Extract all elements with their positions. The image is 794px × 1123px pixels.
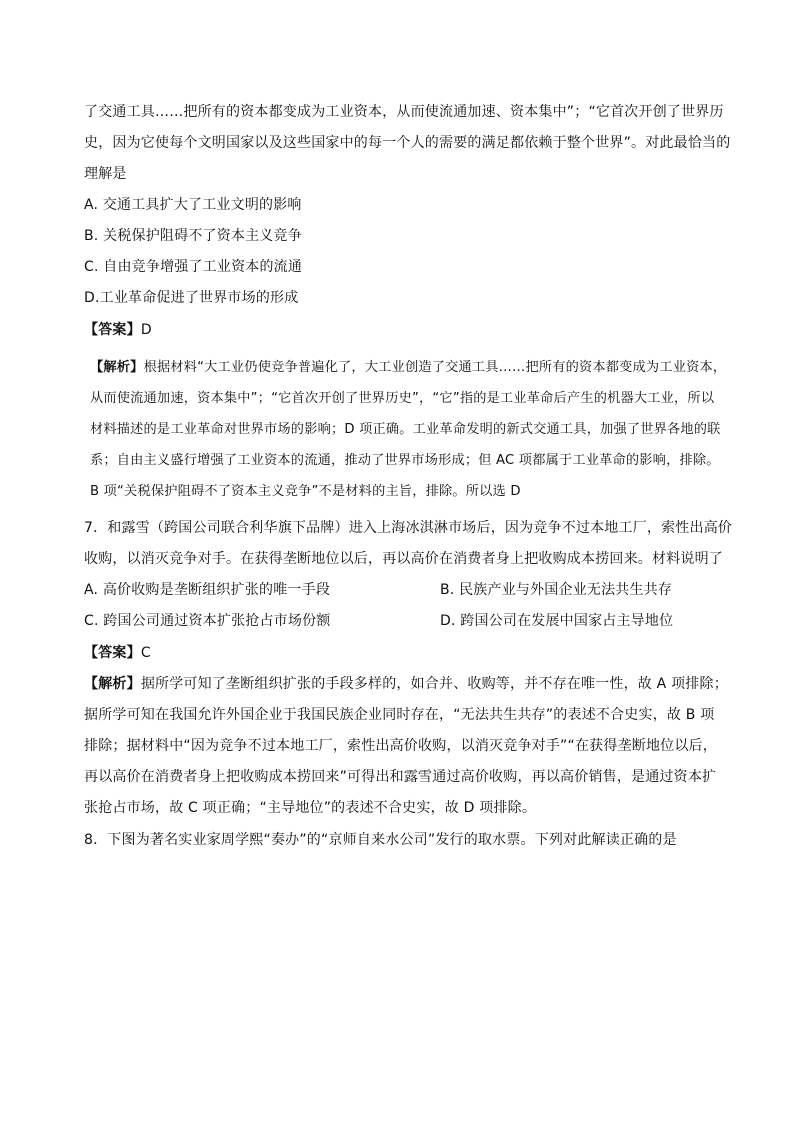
q8-stem-line: 8．下图为著名实业家周学熙“奏办”的“京师自来水公司”发行的取水票。下列对此解读正确的是 [84, 832, 677, 848]
q6-answer [84, 320, 152, 340]
q6-analysis-line: 材料描述的是工业革命对世界市场的影响；D 项正确。工业革命发明的新式交通工具，加强了世界各地的联 [90, 422, 721, 437]
q7-stem-line: 收购，以消灭竞争对手。在获得垄断地位以后，再以高价在消费者身上把收购成本捞回来。材料说明了 [84, 551, 723, 567]
q7-analysis-line: 据所学可知在我国允许外国企业于我国民族企业同时存在，“无法共生共存”的表述不合史实，故 B 项 [84, 707, 715, 723]
q6-option-b: B. 关税保护阻碍不了资本主义竞争 [84, 228, 302, 244]
q6-analysis-line: 【解析】根据材料“大工业仍使竞争普遍化了，大工业创造了交通工具……把所有的资本都变成为工业资本， [90, 360, 727, 375]
q7-option-a: A. 高价收购是垄断组织扩张的唯一手段 [84, 582, 331, 598]
q6-analysis-line: 从而使流通加速，资本集中”；“它首次开创了世界历史”，“它”指的是工业革命后产生的机器大工业，所以 [90, 391, 715, 406]
q7-answer [84, 643, 151, 663]
q6-analysis-line: 系；自由主义盛行增强了工业资本的流通，推动了世界市场形成；但 AC 项都属于工业革命的影响，排除。 [90, 453, 720, 468]
analysis-tag: 【解析】 [90, 360, 144, 375]
q7-analysis-line: 【解析】据所学可知了垄断组织扩张的手段多样的，如合并、收购等，并不存在唯一性，故 A 项排除； [84, 676, 728, 692]
q6-stem-line: 理解是 [84, 166, 127, 182]
q7-analysis-line: 排除；据材料中“因为竞争不过本地工厂，索性出高价收购，以消灭竞争对手”“在获得垄断地位以后， [84, 738, 717, 754]
answer-value: D [140, 322, 152, 338]
q7-stem-line: 7．和露雪（跨国公司联合利华旗下品牌）进入上海冰淇淋市场后，因为竞争不过本地工厂，索性出高价 [84, 520, 733, 536]
answer-tag: 【答案】 [84, 645, 141, 661]
q6-option-a: A. 交通工具扩大了工业文明的影响 [84, 197, 302, 213]
q6-option-c: C. 自由竞争增强了工业资本的流通 [84, 259, 303, 275]
q7-option-c: C. 跨国公司通过资本扩张抢占市场份额 [84, 613, 331, 629]
answer-tag: 【答案】 [84, 322, 141, 338]
q7-option-d: D. 跨国公司在发展中国家占主导地位 [440, 613, 674, 629]
q6-analysis-line: B 项“关税保护阻碍不了资本主义竞争”不是材料的主旨，排除。所以选 D [90, 484, 521, 499]
q7-options-row [84, 611, 724, 631]
q7-analysis-line: 张抢占市场，故 C 项正确；“主导地位”的表述不合史实，故 D 项排除。 [84, 800, 537, 816]
analysis-tag: 【解析】 [84, 676, 141, 692]
q7-analysis-line: 再以高价在消费者身上把收购成本捞回来”可得出和露雪通过高价收购，再以高价销售，是通过资本扩 [84, 769, 717, 785]
q7-option-b: B. 民族产业与外国企业无法共生共存 [440, 582, 673, 598]
answer-value: C [140, 645, 151, 661]
q6-stem-line: 了交通工具……把所有的资本都变成为工业资本，从而使流通加速、资本集中”；“它首次开创了世界历 [84, 104, 724, 120]
q7-options-row [84, 580, 724, 600]
q6-option-d: D.工业革命促进了世界市场的形成 [84, 290, 299, 306]
q6-stem-line: 史，因为它使每个文明国家以及这些国家中的每一个人的需要的满足都依赖于整个世界”。对此最恰当的 [84, 135, 731, 151]
